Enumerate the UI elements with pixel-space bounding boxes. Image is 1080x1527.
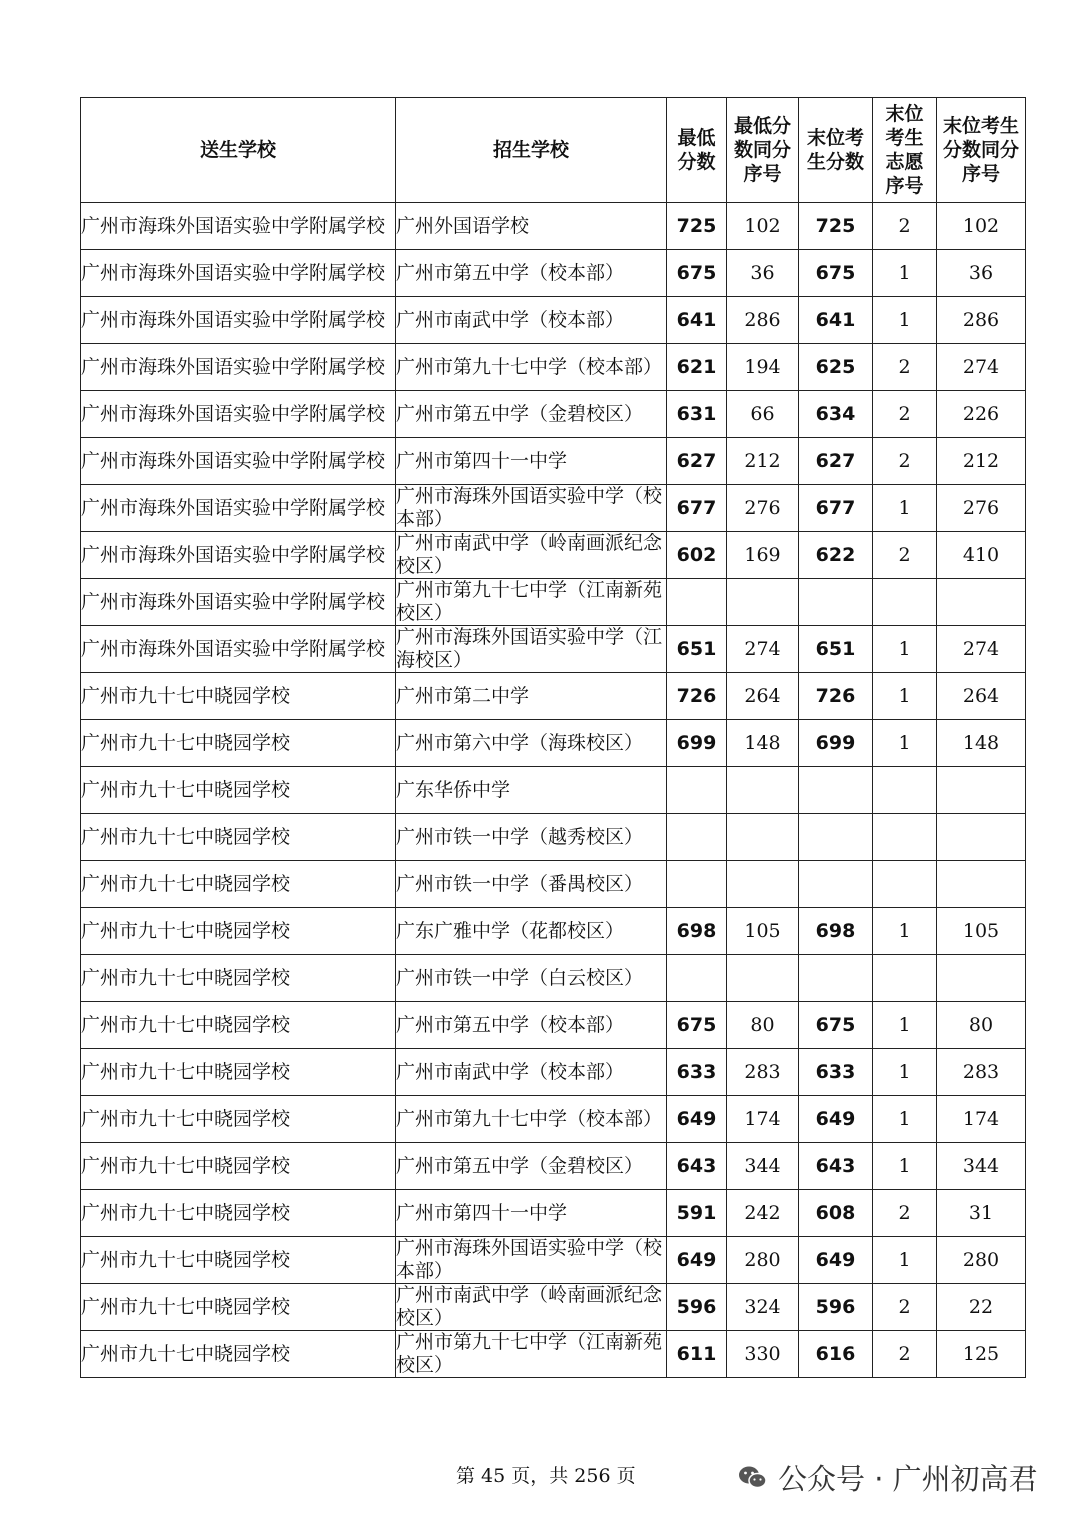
table-row	[81, 1096, 1026, 1143]
cell-last-score: 616	[799, 1331, 873, 1378]
cell-min-score-tie-rank: 105	[727, 908, 799, 955]
table-row	[81, 532, 1026, 579]
cell-last-preference-rank	[873, 955, 937, 1002]
cell-sending-school: 广州市海珠外国语实验中学附属学校	[81, 250, 396, 297]
cell-last-preference-rank: 2	[873, 203, 937, 250]
cell-sending-school: 广州市九十七中晓园学校	[81, 1002, 396, 1049]
cell-last-score: 608	[799, 1190, 873, 1237]
cell-min-score-tie-rank: 283	[727, 1049, 799, 1096]
cell-last-score: 725	[799, 203, 873, 250]
cell-last-preference-rank: 1	[873, 1237, 937, 1284]
table-row	[81, 1284, 1026, 1331]
cell-admitting-school: 广东华侨中学	[396, 767, 667, 814]
header-min-score-tie-rank	[727, 98, 799, 203]
cell-sending-school: 广州市海珠外国语实验中学附属学校	[81, 344, 396, 391]
cell-last-score: 596	[799, 1284, 873, 1331]
cell-last-preference-rank: 2	[873, 391, 937, 438]
cell-min-score: 649	[667, 1237, 727, 1284]
table-row	[81, 391, 1026, 438]
cell-min-score: 677	[667, 485, 727, 532]
cell-min-score-tie-rank: 276	[727, 485, 799, 532]
cell-min-score: 675	[667, 1002, 727, 1049]
cell-min-score: 621	[667, 344, 727, 391]
cell-last-preference-rank: 2	[873, 344, 937, 391]
cell-min-score-tie-rank: 36	[727, 250, 799, 297]
cell-last-preference-rank: 1	[873, 1096, 937, 1143]
cell-last-score-tie-rank: 276	[937, 485, 1026, 532]
cell-sending-school: 广州市海珠外国语实验中学附属学校	[81, 438, 396, 485]
table-row	[81, 579, 1026, 626]
cell-sending-school: 广州市九十七中晓园学校	[81, 1190, 396, 1237]
cell-last-score-tie-rank: 102	[937, 203, 1026, 250]
cell-last-score-tie-rank: 31	[937, 1190, 1026, 1237]
table-row	[81, 908, 1026, 955]
cell-min-score: 651	[667, 626, 727, 673]
cell-min-score: 633	[667, 1049, 727, 1096]
cell-last-score-tie-rank: 105	[937, 908, 1026, 955]
cell-last-score-tie-rank: 174	[937, 1096, 1026, 1143]
table-row	[81, 673, 1026, 720]
cell-last-score-tie-rank: 410	[937, 532, 1026, 579]
cell-last-score-tie-rank	[937, 955, 1026, 1002]
cell-min-score: 675	[667, 250, 727, 297]
cell-sending-school: 广州市九十七中晓园学校	[81, 1049, 396, 1096]
cell-last-preference-rank: 1	[873, 250, 937, 297]
cell-last-preference-rank: 1	[873, 626, 937, 673]
cell-sending-school: 广州市九十七中晓园学校	[81, 814, 396, 861]
cell-min-score-tie-rank: 169	[727, 532, 799, 579]
cell-last-score	[799, 579, 873, 626]
cell-sending-school: 广州市九十七中晓园学校	[81, 908, 396, 955]
cell-sending-school: 广州市海珠外国语实验中学附属学校	[81, 391, 396, 438]
cell-last-preference-rank: 1	[873, 485, 937, 532]
cell-last-score-tie-rank: 280	[937, 1237, 1026, 1284]
cell-last-score	[799, 814, 873, 861]
header-last-score	[799, 98, 873, 203]
table-body	[81, 203, 1026, 1378]
cell-min-score	[667, 955, 727, 1002]
cell-last-preference-rank: 1	[873, 720, 937, 767]
page-number: 第 45 页，共 256 页	[456, 1465, 636, 1487]
cell-last-score-tie-rank	[937, 814, 1026, 861]
cell-last-score: 677	[799, 485, 873, 532]
table-row	[81, 955, 1026, 1002]
cell-min-score-tie-rank: 102	[727, 203, 799, 250]
cell-last-score: 627	[799, 438, 873, 485]
cell-sending-school: 广州市海珠外国语实验中学附属学校	[81, 579, 396, 626]
cell-min-score: 602	[667, 532, 727, 579]
cell-sending-school: 广州市九十七中晓园学校	[81, 1237, 396, 1284]
table-row	[81, 438, 1026, 485]
table-row	[81, 767, 1026, 814]
cell-admitting-school: 广州市铁一中学（越秀校区）	[396, 814, 667, 861]
cell-last-score-tie-rank: 283	[937, 1049, 1026, 1096]
cell-last-preference-rank	[873, 767, 937, 814]
cell-last-score: 675	[799, 1002, 873, 1049]
cell-min-score-tie-rank	[727, 861, 799, 908]
cell-min-score-tie-rank	[727, 579, 799, 626]
table-row	[81, 861, 1026, 908]
cell-admitting-school: 广州市第二中学	[396, 673, 667, 720]
cell-last-score-tie-rank: 344	[937, 1143, 1026, 1190]
cell-admitting-school: 广东广雅中学（花都校区）	[396, 908, 667, 955]
cell-last-score-tie-rank: 274	[937, 344, 1026, 391]
table-row	[81, 814, 1026, 861]
cell-admitting-school: 广州市第四十一中学	[396, 1190, 667, 1237]
cell-last-preference-rank	[873, 861, 937, 908]
cell-last-score: 698	[799, 908, 873, 955]
cell-sending-school: 广州市海珠外国语实验中学附属学校	[81, 203, 396, 250]
cell-last-score-tie-rank: 125	[937, 1331, 1026, 1378]
table-row	[81, 250, 1026, 297]
cell-min-score	[667, 814, 727, 861]
cell-min-score-tie-rank: 330	[727, 1331, 799, 1378]
cell-admitting-school: 广州市第五中学（校本部）	[396, 250, 667, 297]
table-row	[81, 344, 1026, 391]
cell-last-score-tie-rank: 212	[937, 438, 1026, 485]
cell-admitting-school: 广州市铁一中学（番禺校区）	[396, 861, 667, 908]
header-min-score-tie-rank-text: 最低分数同分序号	[733, 115, 791, 185]
cell-min-score-tie-rank: 344	[727, 1143, 799, 1190]
cell-admitting-school: 广州市第五中学（金碧校区）	[396, 1143, 667, 1190]
cell-admitting-school: 广州市海珠外国语实验中学（江海校区）	[396, 626, 667, 673]
cell-min-score-tie-rank: 324	[727, 1284, 799, 1331]
cell-admitting-school: 广州市第九十七中学（校本部）	[396, 1096, 667, 1143]
cell-last-preference-rank	[873, 579, 937, 626]
cell-admitting-school: 广州市南武中学（校本部）	[396, 297, 667, 344]
cell-admitting-school: 广州市铁一中学（白云校区）	[396, 955, 667, 1002]
cell-last-score: 633	[799, 1049, 873, 1096]
cell-last-score-tie-rank: 148	[937, 720, 1026, 767]
cell-min-score: 643	[667, 1143, 727, 1190]
table-header-row	[81, 98, 1026, 203]
cell-admitting-school: 广州市第五中学（金碧校区）	[396, 391, 667, 438]
cell-last-score	[799, 861, 873, 908]
table-row	[81, 626, 1026, 673]
cell-min-score-tie-rank: 286	[727, 297, 799, 344]
cell-sending-school: 广州市九十七中晓园学校	[81, 861, 396, 908]
cell-min-score-tie-rank: 66	[727, 391, 799, 438]
wechat-icon	[738, 1465, 768, 1491]
cell-admitting-school: 广州市南武中学（校本部）	[396, 1049, 667, 1096]
cell-last-score-tie-rank	[937, 767, 1026, 814]
cell-min-score-tie-rank: 80	[727, 1002, 799, 1049]
cell-sending-school: 广州市九十七中晓园学校	[81, 1284, 396, 1331]
cell-last-preference-rank: 2	[873, 532, 937, 579]
cell-last-score: 649	[799, 1237, 873, 1284]
cell-admitting-school: 广州市第四十一中学	[396, 438, 667, 485]
cell-last-score-tie-rank: 286	[937, 297, 1026, 344]
cell-min-score-tie-rank	[727, 767, 799, 814]
cell-last-score-tie-rank: 274	[937, 626, 1026, 673]
cell-last-score: 651	[799, 626, 873, 673]
cell-min-score: 726	[667, 673, 727, 720]
cell-min-score-tie-rank: 194	[727, 344, 799, 391]
cell-last-preference-rank: 1	[873, 1143, 937, 1190]
cell-last-score: 634	[799, 391, 873, 438]
cell-min-score: 596	[667, 1284, 727, 1331]
header-min-score-text: 最低分数	[677, 127, 716, 173]
cell-last-preference-rank: 2	[873, 1331, 937, 1378]
cell-min-score-tie-rank: 212	[727, 438, 799, 485]
cell-last-score: 643	[799, 1143, 873, 1190]
cell-last-score: 649	[799, 1096, 873, 1143]
cell-last-score: 625	[799, 344, 873, 391]
cell-last-score-tie-rank: 36	[937, 250, 1026, 297]
cell-min-score-tie-rank: 148	[727, 720, 799, 767]
cell-last-score-tie-rank: 226	[937, 391, 1026, 438]
cell-last-score-tie-rank	[937, 861, 1026, 908]
cell-min-score	[667, 767, 727, 814]
cell-min-score: 725	[667, 203, 727, 250]
table-row	[81, 1143, 1026, 1190]
table-row	[81, 1331, 1026, 1378]
cell-min-score: 627	[667, 438, 727, 485]
cell-min-score: 649	[667, 1096, 727, 1143]
cell-admitting-school: 广州外国语学校	[396, 203, 667, 250]
cell-last-preference-rank: 1	[873, 297, 937, 344]
cell-sending-school: 广州市九十七中晓园学校	[81, 720, 396, 767]
cell-last-score: 622	[799, 532, 873, 579]
header-last-score-tie-rank-text: 末位考生分数同分序号	[942, 115, 1019, 185]
cell-min-score	[667, 861, 727, 908]
cell-min-score: 591	[667, 1190, 727, 1237]
cell-last-score-tie-rank	[937, 579, 1026, 626]
table-row	[81, 1190, 1026, 1237]
cell-last-score	[799, 955, 873, 1002]
cell-last-preference-rank: 1	[873, 1002, 937, 1049]
table-row	[81, 1049, 1026, 1096]
cell-min-score-tie-rank: 174	[727, 1096, 799, 1143]
cell-admitting-school: 广州市海珠外国语实验中学（校本部）	[396, 485, 667, 532]
cell-min-score-tie-rank: 274	[727, 626, 799, 673]
cell-last-preference-rank: 2	[873, 1284, 937, 1331]
cell-last-preference-rank: 2	[873, 438, 937, 485]
cell-last-score-tie-rank: 80	[937, 1002, 1026, 1049]
cell-sending-school: 广州市海珠外国语实验中学附属学校	[81, 485, 396, 532]
table-row	[81, 720, 1026, 767]
cell-last-score: 675	[799, 250, 873, 297]
cell-admitting-school: 广州市南武中学（岭南画派纪念校区）	[396, 1284, 667, 1331]
cell-min-score-tie-rank	[727, 955, 799, 1002]
header-last-preference-rank	[873, 98, 937, 203]
cell-sending-school: 广州市九十七中晓园学校	[81, 673, 396, 720]
table-row	[81, 297, 1026, 344]
cell-min-score	[667, 579, 727, 626]
cell-admitting-school: 广州市第六中学（海珠校区）	[396, 720, 667, 767]
header-last-preference-rank-text: 末位考生志愿序号	[885, 103, 924, 197]
admission-table	[80, 97, 1026, 1378]
cell-min-score-tie-rank: 242	[727, 1190, 799, 1237]
cell-last-score: 699	[799, 720, 873, 767]
cell-min-score-tie-rank: 280	[727, 1237, 799, 1284]
cell-last-score: 726	[799, 673, 873, 720]
table-row	[81, 1237, 1026, 1284]
header-last-score-tie-rank	[937, 98, 1026, 203]
cell-min-score: 611	[667, 1331, 727, 1378]
cell-sending-school: 广州市海珠外国语实验中学附属学校	[81, 297, 396, 344]
watermark-text: 公众号 · 广州初高君	[778, 1462, 1038, 1496]
cell-admitting-school: 广州市第五中学（校本部）	[396, 1002, 667, 1049]
cell-last-score-tie-rank: 22	[937, 1284, 1026, 1331]
cell-admitting-school: 广州市第九十七中学（江南新苑校区）	[396, 1331, 667, 1378]
cell-sending-school: 广州市海珠外国语实验中学附属学校	[81, 626, 396, 673]
cell-admitting-school: 广州市南武中学（岭南画派纪念校区）	[396, 532, 667, 579]
cell-last-preference-rank: 1	[873, 908, 937, 955]
cell-admitting-school: 广州市第九十七中学（江南新苑校区）	[396, 579, 667, 626]
cell-last-preference-rank: 2	[873, 1190, 937, 1237]
cell-min-score: 699	[667, 720, 727, 767]
cell-admitting-school: 广州市第九十七中学（校本部）	[396, 344, 667, 391]
cell-last-score: 641	[799, 297, 873, 344]
cell-min-score: 631	[667, 391, 727, 438]
cell-min-score-tie-rank	[727, 814, 799, 861]
cell-last-score-tie-rank: 264	[937, 673, 1026, 720]
cell-last-preference-rank: 1	[873, 1049, 937, 1096]
table-row	[81, 485, 1026, 532]
cell-min-score: 698	[667, 908, 727, 955]
table-row	[81, 203, 1026, 250]
header-sending-school: 送生学校	[81, 98, 396, 203]
cell-sending-school: 广州市九十七中晓园学校	[81, 1143, 396, 1190]
header-min-score	[667, 98, 727, 203]
cell-last-preference-rank	[873, 814, 937, 861]
header-last-score-text: 末位考生分数	[806, 127, 864, 173]
cell-sending-school: 广州市九十七中晓园学校	[81, 1096, 396, 1143]
header-admitting-school: 招生学校	[396, 98, 667, 203]
cell-min-score: 641	[667, 297, 727, 344]
cell-sending-school: 广州市九十七中晓园学校	[81, 767, 396, 814]
cell-sending-school: 广州市海珠外国语实验中学附属学校	[81, 532, 396, 579]
cell-min-score-tie-rank: 264	[727, 673, 799, 720]
cell-admitting-school: 广州市海珠外国语实验中学（校本部）	[396, 1237, 667, 1284]
cell-sending-school: 广州市九十七中晓园学校	[81, 955, 396, 1002]
watermark	[738, 1457, 1038, 1498]
table-row	[81, 1002, 1026, 1049]
cell-last-preference-rank: 1	[873, 673, 937, 720]
cell-sending-school: 广州市九十七中晓园学校	[81, 1331, 396, 1378]
cell-last-score	[799, 767, 873, 814]
